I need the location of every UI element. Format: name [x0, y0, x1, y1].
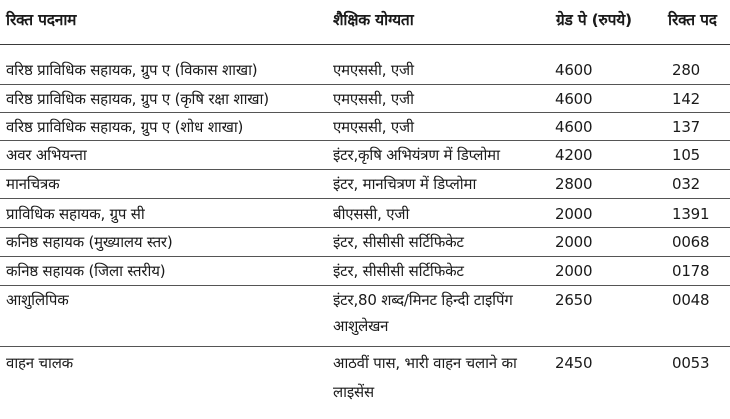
grade-pay-cell: 2000: [555, 262, 593, 280]
table-row: [0, 286, 730, 347]
qualification-cell: इंटर,80 शब्द/मिनट हिन्दी टाइपिंग: [333, 291, 513, 309]
table-row: [0, 170, 730, 199]
qualification-cell-line2: लाइसेंस: [333, 383, 374, 401]
grade-pay-cell: 2000: [555, 233, 593, 251]
post-cell: वरिष्ठ प्राविधिक सहायक, ग्रुप ए (विकास शाखा): [6, 61, 258, 79]
vacancies-cell: 280: [672, 61, 701, 79]
grade-pay-cell: 4600: [555, 61, 593, 79]
table-header: [0, 0, 730, 45]
table-row: [0, 57, 730, 85]
table-row: [0, 199, 730, 228]
qualification-cell: एमएससी, एजी: [333, 90, 414, 108]
qualification-cell: बीएससी, एजी: [333, 205, 410, 223]
header-vacancies: रिक्त पद: [668, 11, 717, 29]
vacancies-cell: 0178: [672, 262, 710, 280]
vacancies-cell: 105: [672, 146, 701, 164]
post-cell: वरिष्ठ प्राविधिक सहायक, ग्रुप ए (कृषि रक्षा शाखा): [6, 90, 269, 108]
post-cell: प्राविधिक सहायक, ग्रुप सी: [6, 205, 145, 223]
table-row: [0, 141, 730, 170]
qualification-cell: एमएससी, एजी: [333, 61, 414, 79]
grade-pay-cell: 2650: [555, 291, 593, 309]
qualification-cell: इंटर,कृषि अभियंत्रण में डिप्लोमा: [333, 146, 500, 164]
grade-pay-cell: 2450: [555, 354, 593, 372]
vacancies-cell: 0048: [672, 291, 710, 309]
header-grade-pay: ग्रेड पे (रुपये): [556, 11, 632, 29]
qualification-cell: इंटर, मानचित्रण में डिप्लोमा: [333, 175, 477, 193]
header-post: रिक्त पदनाम: [6, 11, 77, 29]
vacancies-cell: 0068: [672, 233, 710, 251]
vacancies-cell: 032: [672, 175, 701, 193]
grade-pay-cell: 2000: [555, 205, 593, 223]
qualification-cell: एमएससी, एजी: [333, 118, 414, 136]
table-row: [0, 85, 730, 113]
qualification-cell: आठवीं पास, भारी वाहन चलाने का: [333, 354, 517, 372]
vacancies-cell: 1391: [672, 205, 710, 223]
post-cell: कनिष्ठ सहायक (मुख्यालय स्तर): [6, 233, 173, 251]
table-row: [0, 347, 730, 411]
table-row: [0, 113, 730, 141]
vacancies-cell: 0053: [672, 354, 710, 372]
post-cell: आशुलिपिक: [6, 291, 69, 309]
post-cell: वाहन चालक: [6, 354, 73, 372]
post-cell: कनिष्ठ सहायक (जिला स्तरीय): [6, 262, 166, 280]
grade-pay-cell: 4600: [555, 118, 593, 136]
post-cell: मानचित्रक: [6, 175, 60, 193]
qualification-cell-line2: आशुलेखन: [333, 317, 389, 335]
qualification-cell: इंटर, सीसीसी सर्टिफिकेट: [333, 262, 464, 280]
qualification-cell: इंटर, सीसीसी सर्टिफिकेट: [333, 233, 464, 251]
post-cell: अवर अभियन्ता: [6, 146, 87, 164]
grade-pay-cell: 2800: [555, 175, 593, 193]
table-row: [0, 228, 730, 257]
vacancies-cell: 142: [672, 90, 701, 108]
post-cell: वरिष्ठ प्राविधिक सहायक, ग्रुप ए (शोध शाखा): [6, 118, 244, 136]
header-qualification: शैक्षिक योग्यता: [333, 11, 414, 29]
grade-pay-cell: 4200: [555, 146, 593, 164]
grade-pay-cell: 4600: [555, 90, 593, 108]
table-row: [0, 257, 730, 286]
vacancies-cell: 137: [672, 118, 701, 136]
